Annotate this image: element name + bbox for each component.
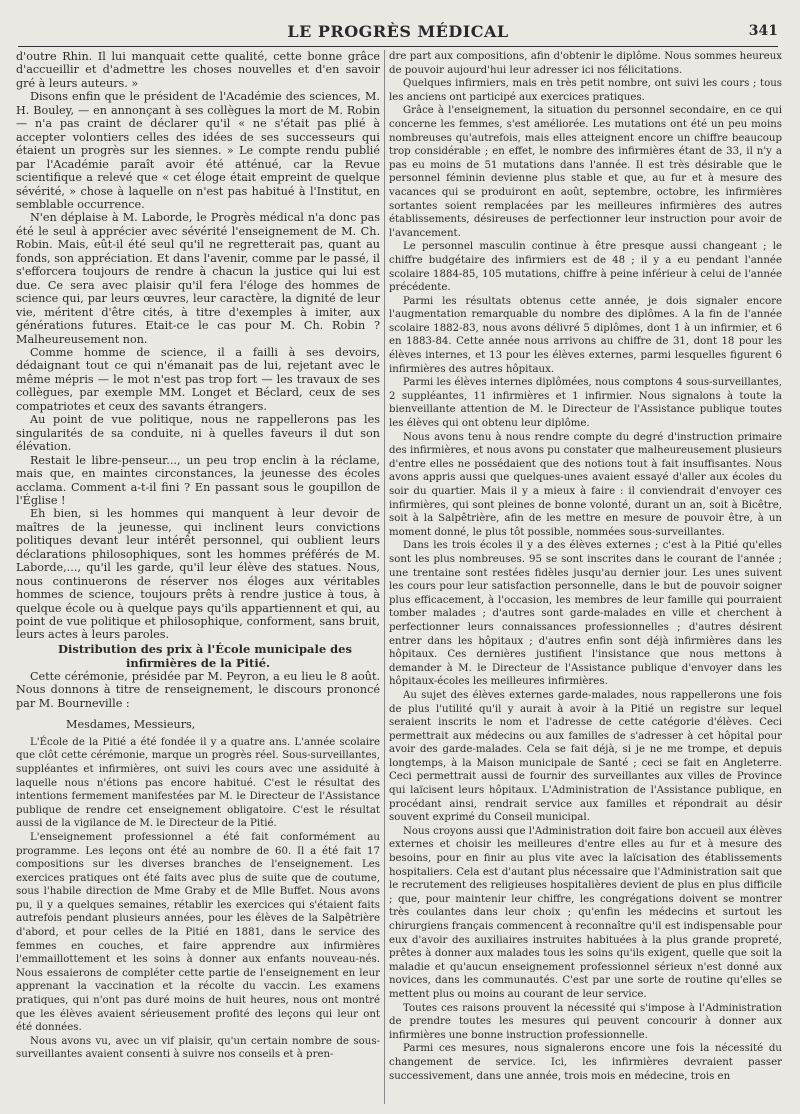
paragraph: N'en déplaise à M. Laborde, le Progrès médical n'a donc pas été le seul à apprécier avec sévérité l'enseignement de M. Ch. Robin. Mais, eût-il été seul qu'il ne regretterait pas, quant au fonds, son appréciation. Et dans l'avenir, comme par le passé, il s'efforcera toujours de rendre à chacun la justice qui lui est due. Ce sera avec plaisir qu'il fera l'éloge des hommes de science qui, par leurs œuvres, leur caractère, la dignité de leur vie, méritent d'être cités, à titre d'exemples à imiter, aux générations futures. Etait-ce le cas pour M. Ch. Robin ? Malheureusement non. <box>16 211 380 346</box>
paragraph: L'enseignement professionnel a été fait conformément au programme. Les leçons ont été au nombre de 60. Il a été fait 17 compositions sur les diverses branches de l'enseignement. Les exercices pratiques ont été faits avec plus de suite que de coutume, sous l'habile direction de Mme Graby et de Mlle Buffet. Nous avons pu, il y a quelques semaines, rétablir les exercices qui s'étaient faits autrefois pendant plusieurs années, pour les élèves de la Salpêtrière d'abord, et pour celles de la Pitié en 1881, dans le service des femmes en couches, et faire apprendre aux infirmières l'emmaillottement et les soins à donner aux enfants nouveau-nés. Nous essaierons de compléter cette partie de l'enseignement en leur apprenant la vaccination et la récolte du vaccin. Les examens pratiques, qui n'ont pas duré moins de huit heures, nous ont montré que les élèves avaient sérieusement profité des leçons qui leur ont été données. <box>16 831 380 1034</box>
column-divider <box>384 50 385 1104</box>
page-number: 341 <box>748 23 778 39</box>
paragraph: Parmi les élèves internes diplômées, nous comptons 4 sous-surveillantes, 2 suppléantes, 11 infirmières et 1 infirmier. Nous signalons à toute la bienveillante attention de M. le Directeur de l'Assistance publique toutes les élèves qui ont obtenu leur diplôme. <box>389 377 782 430</box>
paragraph: L'École de la Pitié a été fondée il y a quatre ans. L'année scolaire que clôt cette cérémonie, marque un progrès réel. Sous-surveillantes, suppléantes et infirmières, ont suivi les cours avec une assiduité à laquelle nous n'étions pas encore habitué. C'est le résultat des intentions fermement manifestées par M. le Directeur de l'Assistance publique de rendre cet enseignement obligatoire. C'est le résultat aussi de la vigilance de M. le Directeur de la Pitié. <box>16 736 380 830</box>
paragraph: Restait le libre-penseur..., un peu trop enclin à la réclame, mais que, en maintes circonstances, la jeunesse des écoles acclama. Comment a-t-il fini ? En passant sous le goupillon de l'Église ! <box>16 453 380 507</box>
left-column <box>16 50 380 1104</box>
section-title: Distribution des prix à l'École municipale des infirmières de la Pitié. <box>58 641 352 670</box>
paragraph: Eh bien, si les hommes qui manquent à leur devoir de maîtres de la jeunesse, qui inclinent leurs convictions politiques devant leur intérêt personnel, qui oublient leurs déclarations philosophiques, sont les hommes préférés de M. Laborde,..., qu'il les garde, qu'il leur élève des statues. Nous, nous continuerons de réserver nos éloges aux véritables hommes de science, toujours prêts à rendre justice à tous, à quelque école ou à quelque pays qu'ils appartiennent et qui, au point de vue politique et philosophique, conforment, sans bruit, leurs actes à leurs paroles. <box>16 507 380 642</box>
speech-text <box>16 736 380 1062</box>
paragraph: Cette cérémonie, présidée par M. Peyron, a eu lieu le 8 août. Nous donnons à titre de renseignement, le discours prononcé par M. Bourneville : <box>16 669 380 710</box>
paragraph: Le personnel masculin continue à être presque aussi changeant ; le chiffre budgétaire des infirmiers est de 48 ; il y a eu pendant l'année scolaire 1884-85, 105 mutations, chiffre à peine inférieur à celui de l'année précédente. <box>389 241 782 294</box>
paragraph: Toutes ces raisons prouvent la nécessité qui s'impose à l'Administration de prendre toutes les mesures qui peuvent concourir à donner aux infirmières une bonne instruction professionnelle. <box>389 1002 782 1041</box>
paragraph: Quelques infirmiers, mais en très petit nombre, ont suivi les cours ; tous les anciens ont participé aux exercices pratiques. <box>389 78 782 103</box>
paragraph: Grâce à l'enseignement, la situation du personnel secondaire, en ce qui concerne les femmes, s'est améliorée. Les mutations ont été un peu moins nombreuses qu'autrefois, mais elles atteignent encore un chiffre beaucoup trop considérable ; en effet, le nombre des infirmières étant de 33, il n'y a pas eu moins de 51 mutations dans l'année. Il est très désirable que le personnel féminin devienne plus stable et que, au fur et à mesure des vacances qui se produiront en août, septembre, octobre, les infirmières sortantes soient remplacées par les meilleures infirmières des autres établissements, désireuses de perfectionner leur instruction pour avoir de l'avancement. <box>389 105 782 239</box>
paragraph: Comme homme de science, il a failli à ses devoirs, dédaignant tout ce qui n'émanait pas de lui, rejetant avec le même mépris — le mot n'est pas trop fort — les travaux de ses collègues, par exemple MM. Longet et Béclard, ceux de ses compatriotes et ceux des savants étrangers. <box>16 345 380 413</box>
paragraph: Nous avons tenu à nous rendre compte du degré d'instruction primaire des infirmières, et nous avons pu constater que malheureusement plusieurs d'entre elles ne possédaient que des notions tout à fait insuffisantes. Nous avons appris aussi que quelques-unes avaient essayé d'aller aux écoles du soir du quartier. Mais il y a mieux à faire : il conviendrait d'envoyer ces infirmières, qui sont pleines de bonne volonté, durant un an, soit à Bicêtre, soit à la Salpêtrière, afin de les mettre en mesure de pouvoir être, à un moment donné, le plus tôt possible, nommées sous-surveillantes. <box>389 431 782 538</box>
paragraph: Nous avons vu, avec un vif plaisir, qu'un certain nombre de sous-surveillantes avaient consenti à suivre nos conseils et à pren- <box>16 1035 380 1061</box>
paragraph: Nous croyons aussi que l'Administration doit faire bon accueil aux élèves externes et choisir les meilleures d'entre elles au fur et à mesure des besoins, pour en finir au plus vite avec la laïcisation des établissements hospitaliers. Cela est d'autant plus nécessaire que l'Administration sait que le recrutement des religieuses hospitalières devient de plus en plus difficile ; que, pour maintenir leur chiffre, les congrégations doivent se montrer très coulantes dans leur choix ; qu'enfin les médecins et surtout les chirurgiens français commencent à reconnaître qu'il est indispensable pour eux d'avoir des auxiliaires instruites habituées à la plus grande propreté, prêtes à donner aux malades tous les soins qu'ils exigent, quelle que soit la maladie et qu'aucun enseignement professionnel sérieux n'est donné aux novices, dans les communautés. C'est par une sorte de routine qu'elles se mettent plus ou moins au courant de leur service. <box>389 825 782 1000</box>
paragraph: Au point de vue politique, nous ne rappellerons pas les singularités de sa conduite, ni à quelles faveurs il dut son élévation. <box>16 413 380 454</box>
salutation: Mesdames, Messieurs, <box>66 718 196 732</box>
paragraph: dre part aux compositions, afin d'obtenir le diplôme. Nous sommes heureux de pouvoir aujourd'hui leur adresser ici nos félicitations. <box>389 51 782 76</box>
paragraph: Parmi ces mesures, nous signalerons encore une fois la nécessité du changement de service. Ici, les infirmières devraient passer successivement, dans une année, trois mois en médecine, trois en <box>389 1043 782 1082</box>
page-header <box>18 18 778 47</box>
right-column <box>389 50 782 1104</box>
paragraph: Dans les trois écoles il y a des élèves externes ; c'est à la Pitié qu'elles sont les plus nombreuses. 95 se sont inscrites dans le courant de l'année ; une trentaine sont restées fidèles jusqu'au dernier jour. Les unes suivent les cours pour leur satisfaction personnelle, dans le but de pouvoir soigner plus efficacement, à l'occasion, les membres de leur famille qui pourraient tomber malades ; d'autres sont garde-malades en ville et cherchent à perfectionner leurs connaissances professionnelles ; d'autres désirent entrer dans les hôpitaux ; d'autres enfin sont déjà infirmières dans les hôpitaux. Ces dernières justifient l'insistance que nous mettons à demander à M. le Directeur de l'Assistance publique d'envoyer dans les hôpitaux-écoles les meilleures infirmières. <box>389 540 782 688</box>
paragraph: d'outre Rhin. Il lui manquait cette qualité, cette bonne grâce d'accueillir et d'admettre les choses nouvelles et d'en savoir gré à leurs auteurs. » <box>16 50 380 90</box>
journal-title: LE PROGRÈS MÉDICAL <box>287 22 509 41</box>
paragraph: Parmi les résultats obtenus cette année, je dois signaler encore l'augmentation remarquable du nombre des diplômes. A la fin de l'année scolaire 1882-83, nous avons délivré 5 diplômes, dont 1 à un infirmier, et 6 en 1883-84. Cette année nous arrivons au chiffre de 31, dont 18 pour les élèves internes, et 13 pour les élèves externes, parmi lesquelles figurent 6 infirmières des autres hôpitaux. <box>389 295 782 375</box>
paragraph: Au sujet des élèves externes garde-malades, nous rappellerons une fois de plus l'utilité qu'il y aurait à avoir à la Pitié un registre sur lequel seraient inscrits le nom et l'adresse de cette catégorie d'élèves. Ceci permettrait aux médecins ou aux familles de s'adresser à cet hôpital pour avoir des garde-malades. Cela se fait déjà, si je ne me trompe, et depuis longtemps, à la Maison municipale de Santé ; ceci se fait en Angleterre. Ceci permettrait aussi de fournir des surveillantes aux villes de Province qui laïcisent leurs hôpitaux. L'Administration de l'Assistance publique, en procédant ainsi, rendrait service aux familles et répondrait au désir souvent exprimé du Conseil municipal. <box>389 689 782 824</box>
paragraph: Disons enfin que le président de l'Académie des sciences, M. H. Bouley, — en annonçant à ses collègues la mort de M. Robin — n'a pas craint de déclarer qu'il « ne s'était pas plié à accepter volontiers celles des idées de ses successeurs qui étaient un progrès sur les siennes. » Le compte rendu publié par l'Académie paraît avoir été atténué, car la Revue scientifique a relevé que « cet éloge était empreint de quelque sévérité, » chose à laquelle on n'est pas habitué à l'Institut, en semblable occurrence. <box>16 90 380 211</box>
